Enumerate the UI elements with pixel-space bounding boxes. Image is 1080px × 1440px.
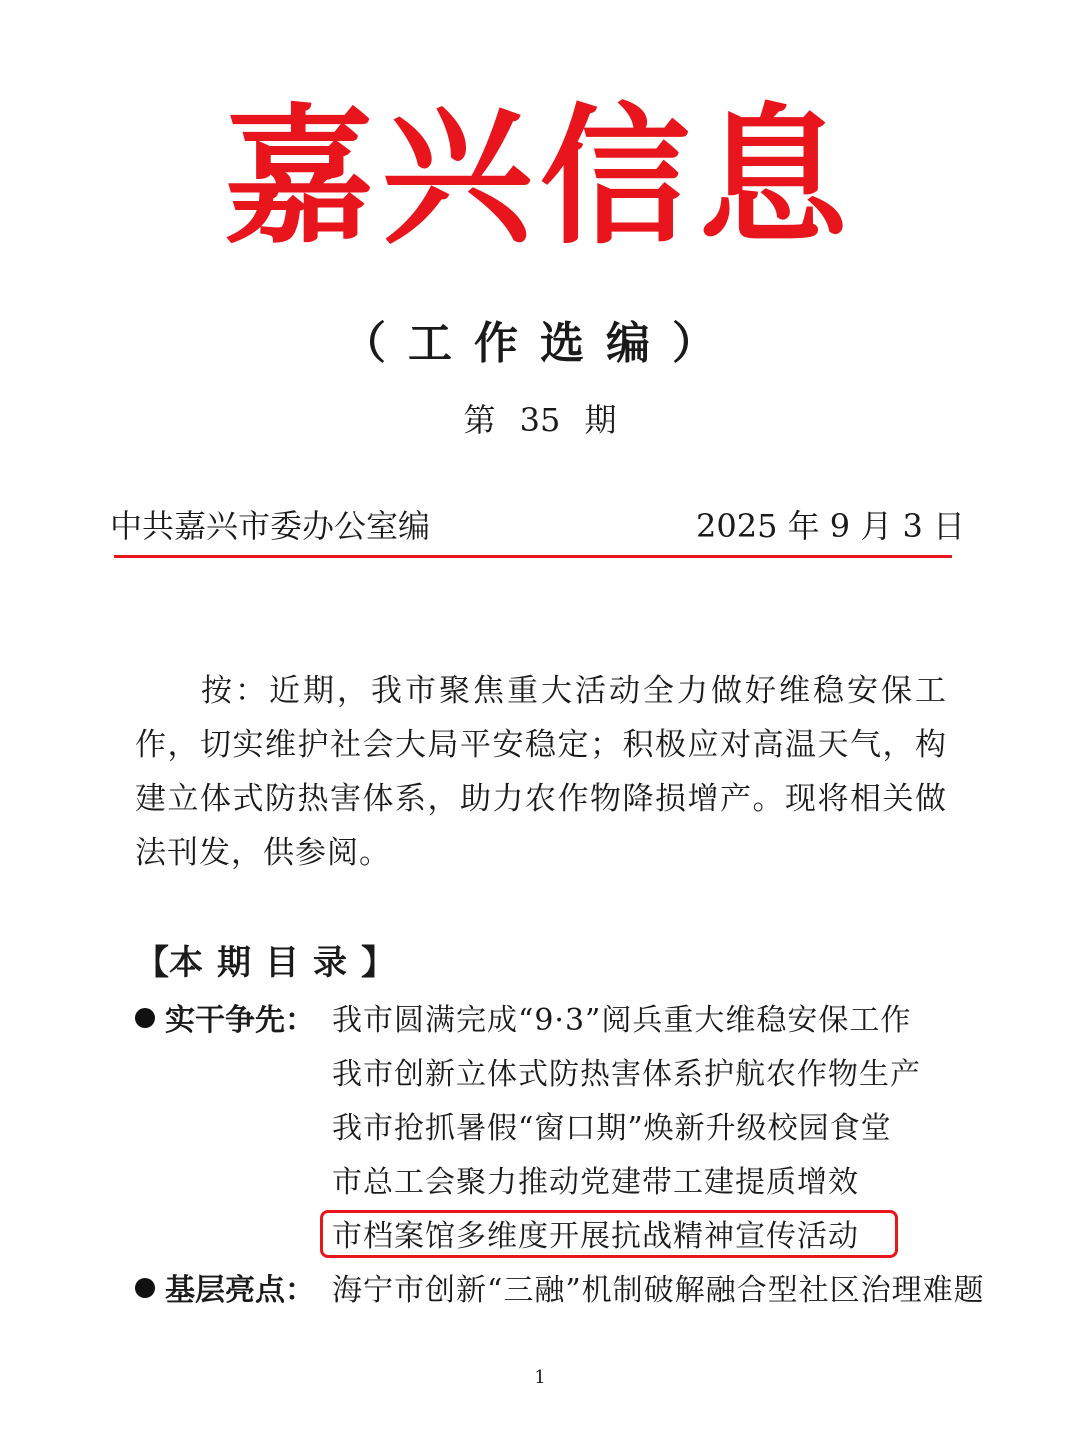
toc-item[interactable]: 海宁市创新“三融”机制破解融合型社区治理难题 [332, 1273, 985, 1308]
toc-title: 本期目录 [169, 943, 361, 983]
toc-item-list [332, 1264, 985, 1318]
toc-item[interactable]: 我市创新立体式防热害体系护航农作物生产 [332, 1057, 921, 1092]
toc-section-label: 实干争先： [135, 994, 315, 1048]
publisher: 中共嘉兴市委办公室编 [110, 507, 431, 545]
toc-bracket-close: 】 [361, 943, 395, 983]
masthead-title: 嘉兴信息 [223, 89, 856, 265]
toc-item-highlighted[interactable]: 市档案馆多维度开展抗战精神宣传活动 [332, 1219, 859, 1254]
header-divider [114, 555, 952, 558]
bullet-icon [135, 1278, 155, 1298]
highlight-box [320, 1210, 898, 1258]
masthead-subtitle: （工作选编） [342, 318, 738, 369]
toc-item[interactable]: 市总工会聚力推动党建带工建提质增效 [332, 1165, 859, 1200]
issue-number: 第 35 期 [463, 401, 617, 439]
page-number: 1 [534, 1367, 546, 1388]
publication-date: 2025 年 9 月 3 日 [696, 507, 966, 545]
editor-note: 按：近期，我市聚焦重大活动全力做好维稳安保工作，切实维护社会大局平安稳定；积极应对高温天气，构建立体式防热害体系，助力农作物降损增产。现将相关做法刊发，供参阅。 [135, 673, 947, 871]
toc-item[interactable]: 我市圆满完成“9·3”阅兵重大维稳安保工作 [332, 1003, 912, 1038]
bullet-icon [135, 1008, 155, 1028]
toc-heading [135, 940, 395, 986]
toc-item[interactable]: 我市抢抓暑假“窗口期”焕新升级校园食堂 [332, 1111, 892, 1146]
toc-section-label: 基层亮点： [135, 1264, 315, 1318]
toc-bracket-open: 【 [135, 943, 169, 983]
